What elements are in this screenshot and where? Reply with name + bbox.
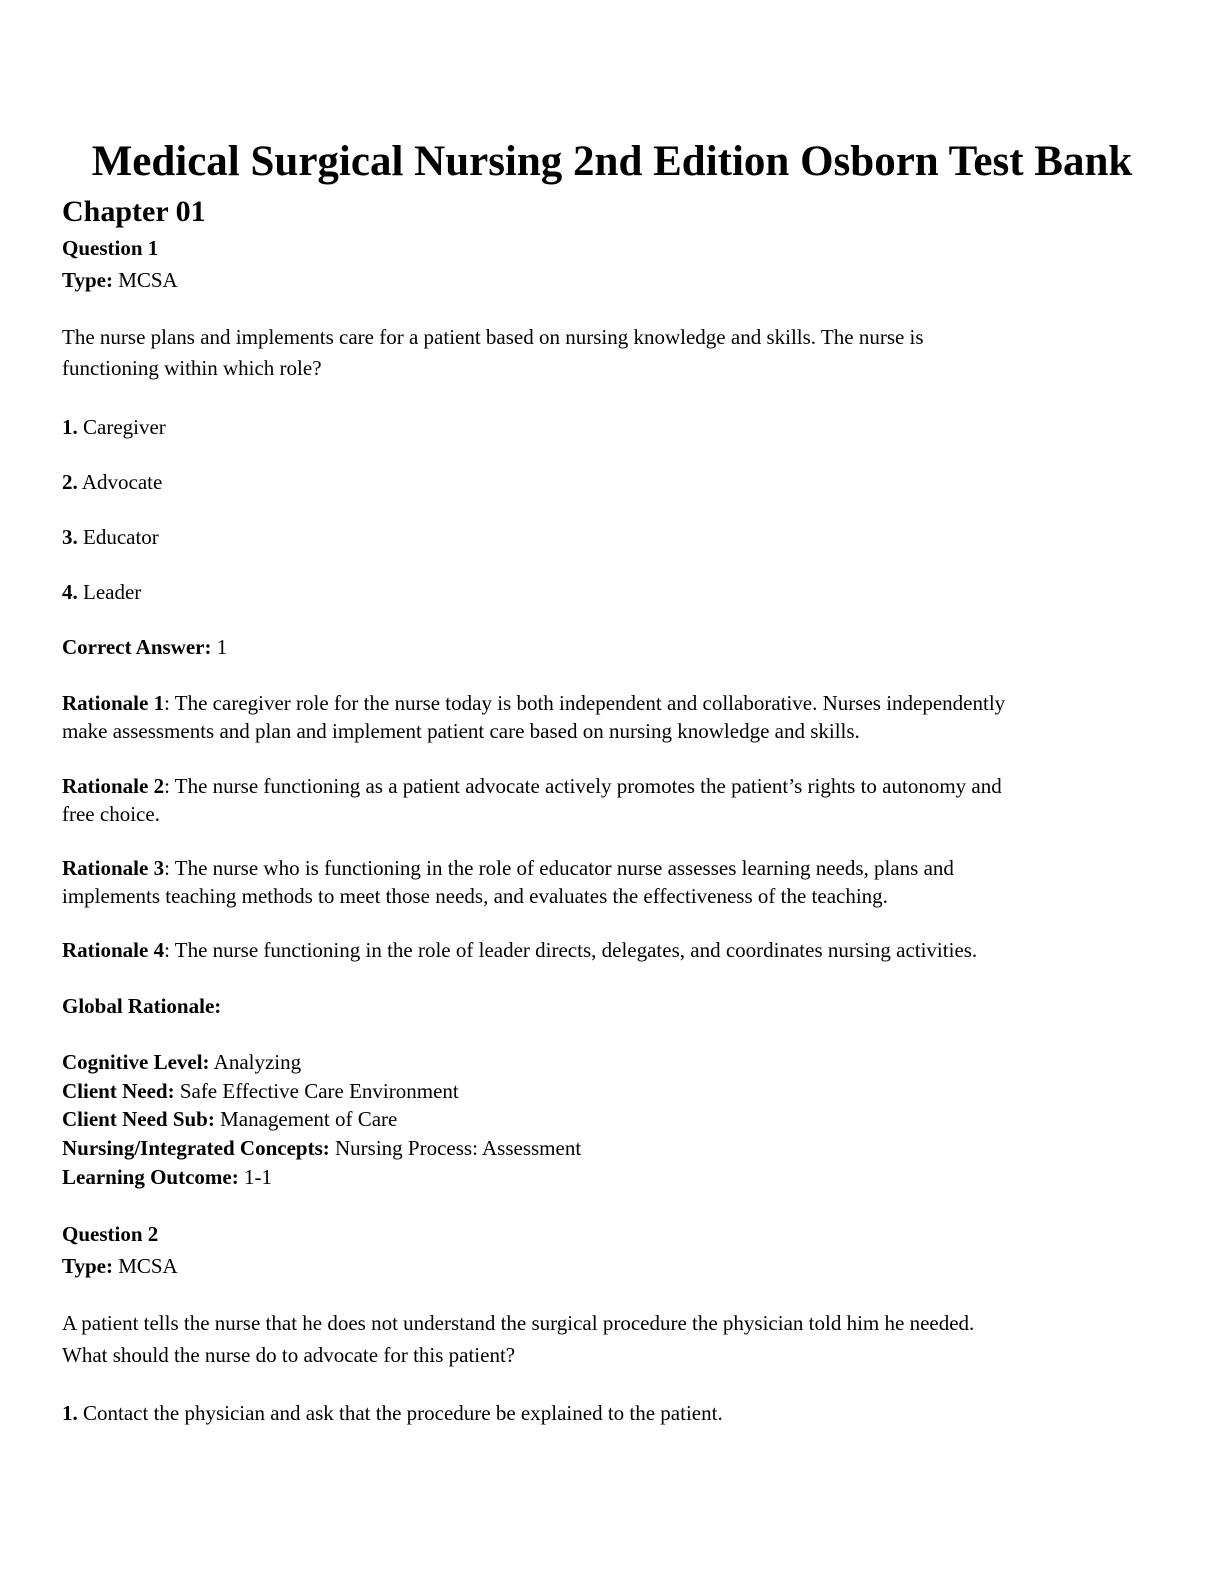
answer-option: 1. Caregiver — [62, 415, 166, 439]
question-stem-cont: functioning within which role? — [62, 356, 322, 380]
rationale: Rationale 4: The nurse functioning in the role of leader directs, delegates, and coordinates nursing activities. — [62, 938, 978, 962]
question-heading: Question 1 — [62, 236, 159, 260]
rationale: Rationale 1: The caregiver role for the nurse today is both independent and collaborative. Nurses independently — [62, 691, 1006, 715]
answer-option: 4. Leader — [62, 580, 142, 604]
meta-client-need-sub: Client Need Sub: Management of Care — [62, 1107, 398, 1131]
question-stem: A patient tells the nurse that he does not understand the surgical procedure the physician told him he needed. — [62, 1311, 975, 1335]
rationale-cont: implements teaching methods to meet those needs, and evaluates the effectiveness of the teaching. — [62, 884, 888, 908]
question-heading: Question 2 — [62, 1222, 159, 1246]
answer-option: 3. Educator — [62, 525, 159, 549]
rationale: Rationale 3: The nurse who is functioning in the role of educator nurse assesses learning needs, plans and — [62, 856, 954, 880]
document-title: Medical Surgical Nursing 2nd Edition Osborn Test Bank — [91, 138, 1133, 185]
answer-option: 2. Advocate — [62, 470, 163, 494]
rationale-cont: make assessments and plan and implement patient care based on nursing knowledge and skills. — [62, 719, 860, 743]
correct-answer: Correct Answer: 1 — [62, 635, 228, 659]
rationale: Rationale 2: The nurse functioning as a patient advocate actively promotes the patient’s rights to autonomy and — [62, 774, 1002, 798]
question-type: Type: MCSA — [62, 268, 178, 292]
chapter-heading: Chapter 01 — [62, 195, 206, 228]
meta-cognitive-level: Cognitive Level: Analyzing — [62, 1050, 302, 1074]
meta-learning-outcome: Learning Outcome: 1-1 — [62, 1165, 272, 1189]
global-rationale: Global Rationale: — [62, 994, 222, 1018]
question-stem-cont: What should the nurse do to advocate for this patient? — [62, 1343, 516, 1367]
rationale-cont: free choice. — [62, 802, 160, 826]
answer-option: 1. Contact the physician and ask that the procedure be explained to the patient. — [62, 1401, 723, 1425]
meta-client-need: Client Need: Safe Effective Care Environment — [62, 1079, 459, 1103]
meta-concepts: Nursing/Integrated Concepts: Nursing Process: Assessment — [62, 1136, 582, 1160]
question-stem: The nurse plans and implements care for a patient based on nursing knowledge and skills. The nurse is — [62, 325, 924, 349]
question-type: Type: MCSA — [62, 1254, 178, 1278]
